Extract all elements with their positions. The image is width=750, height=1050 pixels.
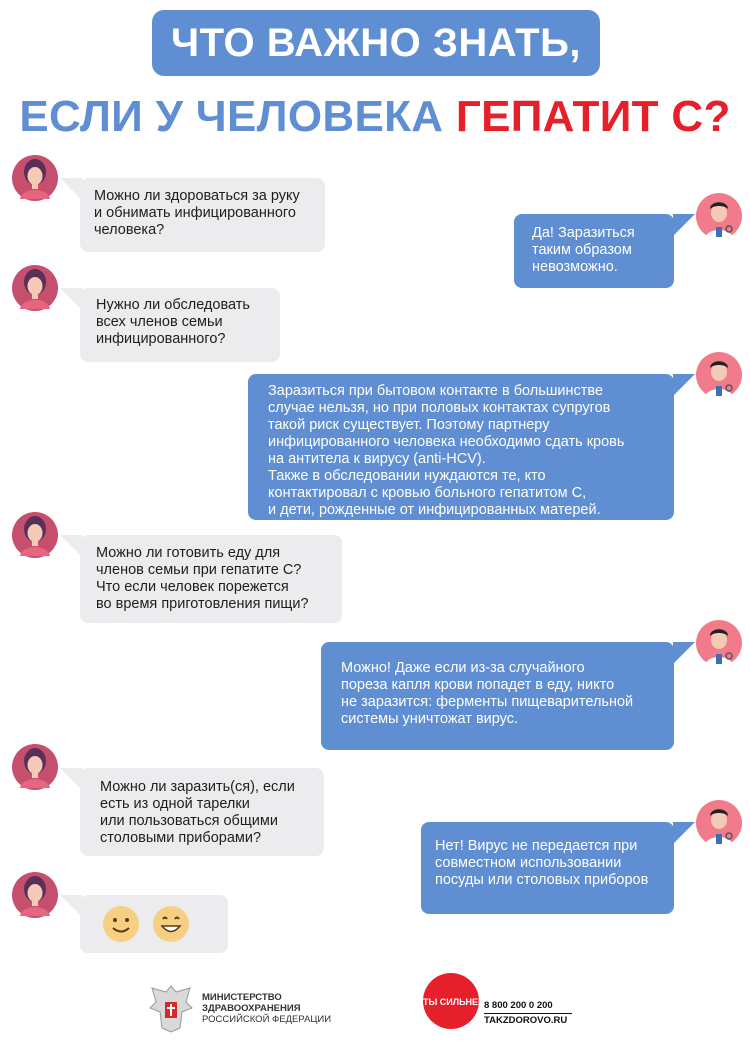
ministry-line-1: МИНИСТЕРСТВО xyxy=(202,992,282,1003)
contacts-divider xyxy=(484,1013,572,1014)
website-link[interactable]: TAKZDOROVO.RU xyxy=(484,1015,568,1026)
woman-icon xyxy=(12,265,58,311)
title-line2 xyxy=(0,92,750,142)
woman-icon xyxy=(12,744,58,790)
doctor-icon xyxy=(696,193,742,239)
answer-bubble-2: Заразиться при бытовом контакте в большинстве случае нельзя, но при половых контактах супругов такой риск существует. Поэтому партнеру инфицированного человека необходимо сдать кровь на антитела к вирусу (anti-HCV). Также в обследовании нуждаются те, кто контактировал с кровью больного гепатитом С, и дети, рожденные от инфицированных матерей. xyxy=(248,374,674,520)
badge-text: #ТЫ СИЛЬНЕЕ xyxy=(417,997,485,1007)
doctor-icon xyxy=(696,620,742,666)
question-bubble-2: Нужно ли обследовать всех членов семьи инфицированного? xyxy=(80,288,280,362)
doctor-avatar xyxy=(696,620,742,666)
bubble-tail xyxy=(673,214,695,236)
doctor-icon xyxy=(696,800,742,846)
question-bubble-4: Можно ли заразить(ся), если есть из одной тарелки или пользоваться общими столовыми приборами? xyxy=(80,768,324,856)
patient-avatar xyxy=(12,512,58,558)
title-line1: ЧТО ВАЖНО ЗНАТЬ, xyxy=(171,20,581,65)
bubble-tail xyxy=(60,288,82,310)
doctor-icon xyxy=(696,352,742,398)
patient-avatar xyxy=(12,744,58,790)
bubble-tail xyxy=(60,768,82,790)
bubble-tail xyxy=(673,822,695,844)
woman-icon xyxy=(12,512,58,558)
ministry-logo-block xyxy=(146,982,346,1034)
hotline-phone: 8 800 200 0 200 xyxy=(484,1000,553,1011)
answer-bubble-3: Можно! Даже если из-за случайного пореза капля крови попадет в еду, никто не заразится: ферменты пищеварительной системы уничтожат вирус. xyxy=(321,642,674,750)
question-bubble-1: Можно ли здороваться за руку и обнимать инфицированного человека? xyxy=(80,178,325,252)
question-bubble-3: Можно ли готовить еду для членов семьи при гепатите С? Что если человек порежется во время приготовления пищи? xyxy=(80,535,342,623)
title-line2-prefix: ЕСЛИ У ЧЕЛОВЕКА xyxy=(19,92,456,141)
patient-avatar xyxy=(12,265,58,311)
doctor-avatar xyxy=(696,800,742,846)
patient-avatar xyxy=(12,155,58,201)
doctor-avatar xyxy=(696,352,742,398)
title-line2-highlight: ГЕПАТИТ С? xyxy=(455,92,731,141)
ministry-name xyxy=(202,992,331,1025)
patient-avatar xyxy=(12,872,58,918)
eagle-emblem-icon xyxy=(146,982,196,1034)
smile-emoji-icon xyxy=(102,905,140,943)
bubble-tail xyxy=(60,178,82,200)
grin-emoji-icon xyxy=(152,905,190,943)
woman-icon xyxy=(12,872,58,918)
bubble-tail xyxy=(673,374,695,396)
doctor-avatar xyxy=(696,193,742,239)
ministry-line-3: РОССИЙСКОЙ ФЕДЕРАЦИИ xyxy=(202,1014,332,1025)
ministry-line-2: ЗДРАВООХРАНЕНИЯ xyxy=(202,1003,301,1014)
contacts xyxy=(484,1000,572,1027)
answer-bubble-4: Нет! Вирус не передается при совместном использовании посуды или столовых приборов xyxy=(421,822,674,914)
emoji-bubble xyxy=(80,895,228,953)
ty-silnee-badge-icon xyxy=(417,972,485,1030)
bubble-tail xyxy=(60,535,82,557)
bubble-tail xyxy=(673,642,695,664)
title-banner xyxy=(152,10,600,76)
bubble-tail xyxy=(60,895,82,917)
answer-bubble-1: Да! Заразиться таким образом невозможно. xyxy=(514,214,674,288)
woman-icon xyxy=(12,155,58,201)
